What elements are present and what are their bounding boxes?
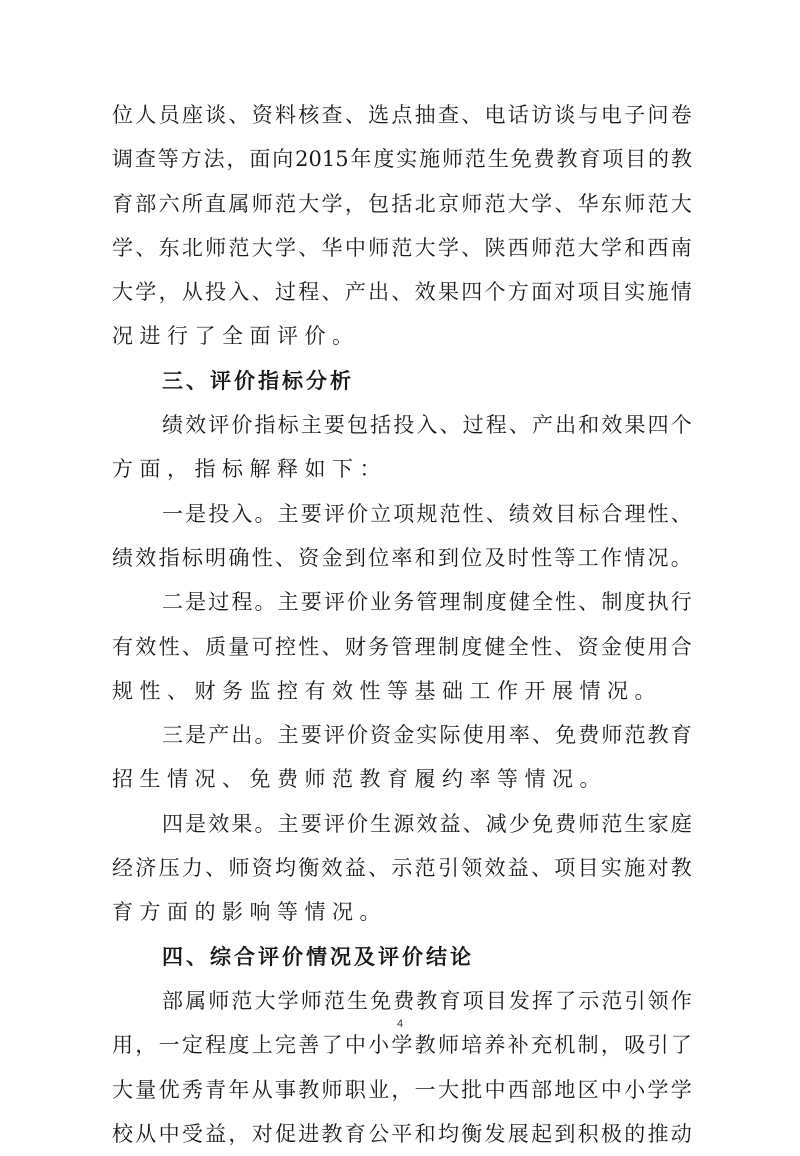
section-heading: 三、评价指标分析 — [162, 368, 354, 393]
text-line: 一 是 投 入 。 主 要 评 价 立 项 规 范 性 、 绩 效 目 标 合 理 性 、 — [162, 501, 692, 526]
text-line: 有 效 性 、 质 量 可 控 性 、 财 务 管 理 制 度 健 全 性 、 资 金 使 用 合 — [112, 634, 692, 659]
page-number: 4 — [396, 1018, 404, 1030]
text-line: 育 部 六 所 直 属 师 范 大 学 ， 包 括 北 京 师 范 大 学 、 华 东 师 范 大 — [112, 191, 692, 216]
text-line: 用 ， 一 定 程 度 上 完 善 了 中 小 学 教 师 培 养 补 充 机 制 ， 吸 引 了 — [112, 1033, 692, 1058]
text-line: 二 是 过 程 。 主 要 评 价 业 务 管 理 制 度 健 全 性 、 制 度 执 行 — [162, 590, 692, 615]
text-line: 调 查 等 方 法 ， 面 向 2015 年 度 实 施 师 范 生 免 费 教 育 项 目 的 教 — [112, 147, 692, 172]
text-line: 育方面的影响等情况。 — [112, 900, 387, 925]
text-line: 规性、财务监控有效性等基础工作开展情况。 — [112, 678, 662, 703]
text-line: 校 从 中 受 益 ， 对 促 进 教 育 公 平 和 均 衡 发 展 起 到 积 极 的 推 动 — [112, 1121, 692, 1146]
text-line: 招生情况、免费师范教育履约率等情况。 — [112, 767, 607, 792]
text-line: 况进行了全面评价。 — [112, 324, 360, 349]
section-heading: 四、综合评价情况及评价结论 — [162, 944, 474, 969]
text-line: 绩 效 指 标 明 确 性 、 资 金 到 位 率 和 到 位 及 时 性 等 工 作 情 况 。 — [112, 545, 692, 570]
text-line: 方面，指标解释如下： — [112, 457, 387, 482]
text-line: 学 、 东 北 师 范 大 学 、 华 中 师 范 大 学 、 陕 西 师 范 大 学 和 西 南 — [112, 235, 692, 260]
text-line: 位 人 员 座 谈 、 资 料 核 查 、 选 点 抽 查 、 电 话 访 谈 与 电 子 问 卷 — [112, 103, 692, 127]
text-line: 经 济 压 力 、 师 资 均 衡 效 益 、 示 范 引 领 效 益 、 项 目 实 施 对 教 — [112, 856, 692, 881]
document-body — [112, 93, 692, 1156]
text-line: 绩 效 评 价 指 标 主 要 包 括 投 入 、 过 程 、 产 出 和 效 果 四 个 — [162, 413, 692, 438]
text-line: 部 属 师 范 大 学 师 范 生 免 费 教 育 项 目 发 挥 了 示 范 引 领 作 — [162, 988, 692, 1013]
text-line: 大 学 ， 从 投 入 、 过 程 、 产 出 、 效 果 四 个 方 面 对 项 目 实 施 情 — [112, 280, 692, 305]
text-line: 三 是 产 出 。 主 要 评 价 资 金 实 际 使 用 率 、 免 费 师 范 教 育 — [162, 723, 692, 748]
text-line: 大 量 优 秀 青 年 从 事 教 师 职 业 ， 一 大 批 中 西 部 地 区 中 小 学 学 — [112, 1077, 692, 1102]
text-line: 四 是 效 果 。 主 要 评 价 生 源 效 益 、 减 少 免 费 师 范 生 家 庭 — [162, 811, 692, 836]
